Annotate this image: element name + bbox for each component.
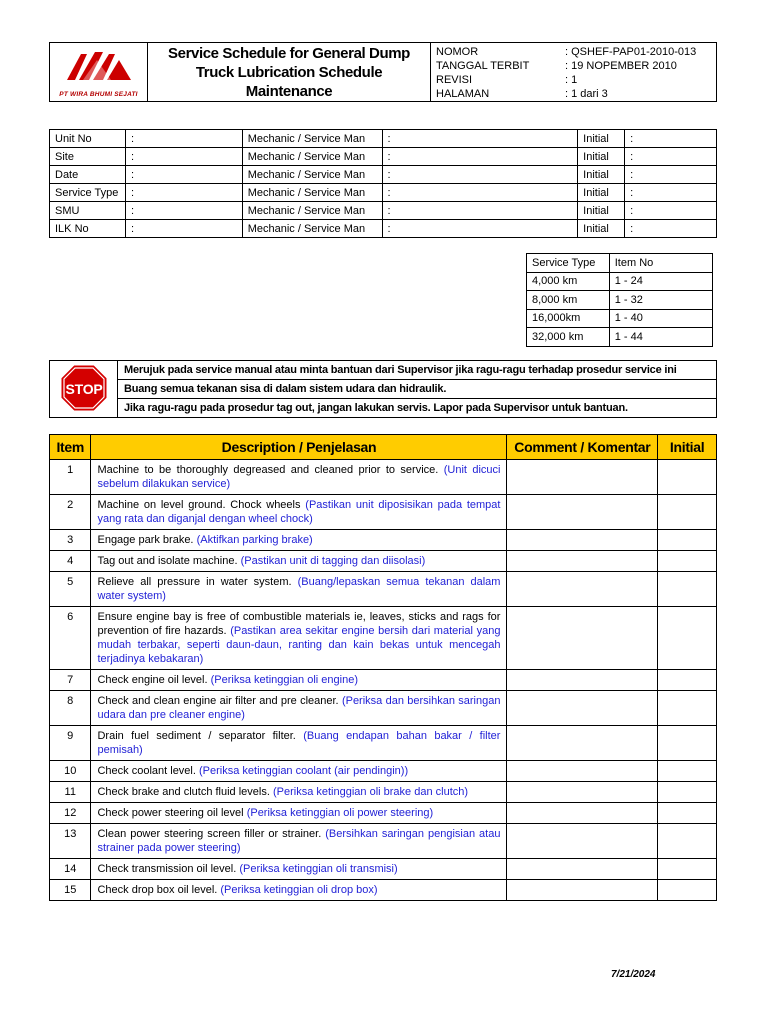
comment-field[interactable] — [507, 859, 658, 880]
comment-field[interactable] — [507, 880, 658, 901]
mechanic-value[interactable]: : — [382, 148, 578, 166]
initial-value[interactable]: : — [625, 220, 717, 238]
checklist-row — [50, 859, 717, 880]
description-indonesian: (Pastikan area sekitar engine bersih dari material yang mudah terbakar, seperti daun-daun, ranting dan kain bekas untuk mencegah terjadinya kebakaran) — [97, 625, 501, 665]
item-range: 1 - 32 — [609, 291, 712, 310]
item-description — [91, 495, 507, 530]
comment-field[interactable] — [507, 803, 658, 824]
description-english: Check drop box oil level. — [97, 884, 218, 896]
item-description — [91, 726, 507, 761]
description-english: Relieve all pressure in water system. — [97, 576, 292, 588]
field-label: Site — [50, 148, 126, 166]
field-value[interactable]: : — [125, 148, 242, 166]
comment-field[interactable] — [507, 726, 658, 761]
stop-sign-icon — [59, 363, 109, 413]
warning-line: Buang semua tekanan sisa di dalam sistem udara dan hidraulik. — [118, 380, 717, 399]
info-row — [50, 220, 717, 238]
checklist-row — [50, 726, 717, 761]
checklist-row — [50, 495, 717, 530]
mechanic-label: Mechanic / Service Man — [242, 220, 382, 238]
description-english: Tag out and isolate machine. — [97, 555, 238, 567]
description-english: Check engine oil level. — [97, 674, 208, 686]
item-description — [91, 607, 507, 670]
initial-value[interactable]: : — [625, 130, 717, 148]
comment-field[interactable] — [507, 824, 658, 859]
description-english: Machine to be thoroughly degreased and cleaned prior to service. — [97, 464, 439, 476]
initial-field[interactable] — [658, 803, 717, 824]
description-indonesian: (Unit dicuci sebelum dilakukan service) — [97, 464, 501, 490]
initial-field[interactable] — [658, 670, 717, 691]
checklist-row — [50, 880, 717, 901]
item-description — [91, 859, 507, 880]
mechanic-value[interactable]: : — [382, 130, 578, 148]
unit-info-table — [49, 129, 717, 238]
comment-field[interactable] — [507, 761, 658, 782]
initial-field[interactable] — [658, 551, 717, 572]
info-row — [50, 148, 717, 166]
item-description — [91, 691, 507, 726]
mechanic-label: Mechanic / Service Man — [242, 184, 382, 202]
meta-row: HALAMAN : 1 dari 3 — [436, 87, 608, 100]
item-description — [91, 824, 507, 859]
comment-field[interactable] — [507, 572, 658, 607]
mechanic-value[interactable]: : — [382, 202, 578, 220]
item-description — [91, 670, 507, 691]
initial-value[interactable]: : — [625, 166, 717, 184]
warning-line: Jika ragu-ragu pada prosedur tag out, jangan lakukan servis. Lapor pada Supervisor untuk bantuan. — [118, 399, 717, 418]
document-title: Service Schedule for General Dump Truck Lubrication Schedule Maintenance — [148, 43, 431, 102]
item-description — [91, 460, 507, 495]
item-description — [91, 761, 507, 782]
safety-warning-table — [49, 360, 717, 418]
description-english: Clean power steering screen filler or strainer. — [97, 828, 322, 840]
meta-row: NOMOR : QSHEF-PAP01-2010-013 — [436, 45, 697, 58]
initial-field[interactable] — [658, 726, 717, 761]
checklist-row — [50, 607, 717, 670]
field-label: SMU — [50, 202, 126, 220]
field-value[interactable]: : — [125, 166, 242, 184]
service-type-row — [527, 309, 713, 328]
field-value[interactable]: : — [125, 220, 242, 238]
item-description — [91, 803, 507, 824]
company-name: PT WIRA BHUMI SEJATI — [59, 91, 138, 98]
service-interval: 8,000 km — [527, 291, 610, 310]
item-number: 7 — [50, 670, 91, 691]
column-header-description: Description / Penjelasan — [91, 435, 507, 460]
initial-field[interactable] — [658, 460, 717, 495]
checklist-row — [50, 761, 717, 782]
field-label: Date — [50, 166, 126, 184]
service-type-header: Item No — [609, 254, 712, 273]
item-number: 3 — [50, 530, 91, 551]
svg-text:STOP: STOP — [64, 380, 103, 397]
initial-field[interactable] — [658, 859, 717, 880]
info-row — [50, 166, 717, 184]
comment-field[interactable] — [507, 670, 658, 691]
item-number: 12 — [50, 803, 91, 824]
description-english: Check and clean engine air filter and pre cleaner. — [97, 695, 339, 707]
item-range: 1 - 40 — [609, 309, 712, 328]
description-indonesian: (Buang/lepaskan semua tekanan dalam water system) — [97, 576, 501, 602]
comment-field[interactable] — [507, 782, 658, 803]
mechanic-label: Mechanic / Service Man — [242, 202, 382, 220]
print-date: 7/21/2024 — [611, 969, 656, 980]
stop-sign — [50, 361, 118, 418]
service-type-row — [527, 272, 713, 291]
initial-field[interactable] — [658, 761, 717, 782]
item-description — [91, 551, 507, 572]
field-value[interactable]: : — [125, 130, 242, 148]
comment-field[interactable] — [507, 551, 658, 572]
service-type-header: Service Type — [527, 254, 610, 273]
comment-field[interactable] — [507, 607, 658, 670]
mechanic-value[interactable]: : — [382, 166, 578, 184]
initial-field[interactable] — [658, 782, 717, 803]
initial-field[interactable] — [658, 880, 717, 901]
checklist-row — [50, 782, 717, 803]
document-header — [49, 42, 717, 102]
item-number: 6 — [50, 607, 91, 670]
item-description — [91, 880, 507, 901]
comment-field[interactable] — [507, 691, 658, 726]
checklist-row — [50, 670, 717, 691]
description-indonesian: (Periksa ketinggian oli drop box) — [220, 884, 378, 896]
service-type-row — [527, 328, 713, 347]
mechanic-value[interactable]: : — [382, 220, 578, 238]
checklist-row — [50, 824, 717, 859]
item-description — [91, 572, 507, 607]
initial-field[interactable] — [658, 691, 717, 726]
description-indonesian: (Pastikan unit di tagging dan diisolasi) — [240, 555, 426, 567]
initial-field[interactable] — [658, 572, 717, 607]
item-number: 2 — [50, 495, 91, 530]
initial-field[interactable] — [658, 607, 717, 670]
description-indonesian: (Pastikan unit diposisikan pada tempat yang rata dan diganjal dengan wheel chock) — [97, 499, 501, 525]
field-label: ILK No — [50, 220, 126, 238]
comment-field[interactable] — [507, 530, 658, 551]
initial-value[interactable]: : — [625, 202, 717, 220]
field-label: Unit No — [50, 130, 126, 148]
item-number: 14 — [50, 859, 91, 880]
description-indonesian: (Periksa ketinggian oli engine) — [210, 674, 358, 686]
description-english: Engage park brake. — [97, 534, 194, 546]
info-row — [50, 202, 717, 220]
initial-label: Initial — [578, 148, 625, 166]
checklist-row — [50, 572, 717, 607]
info-row — [50, 184, 717, 202]
service-checklist-table — [49, 434, 717, 901]
service-type-table — [526, 253, 713, 347]
item-range: 1 - 44 — [609, 328, 712, 347]
field-value[interactable]: : — [125, 184, 242, 202]
item-number: 9 — [50, 726, 91, 761]
mechanic-label: Mechanic / Service Man — [242, 148, 382, 166]
description-indonesian: (Periksa ketinggian oli transmisi) — [239, 863, 398, 875]
initial-field[interactable] — [658, 824, 717, 859]
checklist-row — [50, 530, 717, 551]
item-number: 15 — [50, 880, 91, 901]
checklist-row — [50, 691, 717, 726]
description-english: Check transmission oil level. — [97, 863, 237, 875]
description-english: Check brake and clutch fluid levels. — [97, 786, 270, 798]
description-indonesian: (Periksa ketinggian oli power steering) — [246, 807, 434, 819]
checklist-row — [50, 803, 717, 824]
initial-value[interactable]: : — [625, 148, 717, 166]
company-logo — [50, 43, 148, 102]
service-interval: 4,000 km — [527, 272, 610, 291]
description-indonesian: (Periksa ketinggian coolant (air pendingin)) — [199, 765, 409, 777]
service-type-row — [527, 291, 713, 310]
item-number: 11 — [50, 782, 91, 803]
mechanic-value[interactable]: : — [382, 184, 578, 202]
description-english: Drain fuel sediment / separator filter. — [97, 730, 296, 742]
mechanic-label: Mechanic / Service Man — [242, 130, 382, 148]
item-number: 5 — [50, 572, 91, 607]
item-number: 10 — [50, 761, 91, 782]
initial-field[interactable] — [658, 530, 717, 551]
service-interval: 16,000km — [527, 309, 610, 328]
description-indonesian: (Aktifkan parking brake) — [196, 534, 313, 546]
item-number: 8 — [50, 691, 91, 726]
item-number: 13 — [50, 824, 91, 859]
column-header-initial: Initial — [658, 435, 717, 460]
initial-label: Initial — [578, 184, 625, 202]
initial-value[interactable]: : — [625, 184, 717, 202]
field-value[interactable]: : — [125, 202, 242, 220]
item-description — [91, 530, 507, 551]
item-description — [91, 782, 507, 803]
initial-label: Initial — [578, 166, 625, 184]
column-header-comment: Comment / Komentar — [507, 435, 658, 460]
initial-label: Initial — [578, 220, 625, 238]
meta-row: TANGGAL TERBIT : 19 NOPEMBER 2010 — [436, 59, 677, 72]
description-indonesian: (Bersihkan saringan pengisian atau strainer pada power steering) — [97, 828, 501, 854]
info-row — [50, 130, 717, 148]
description-english: Machine on level ground. Chock wheels — [97, 499, 301, 511]
document-meta — [431, 43, 717, 102]
description-english: Check power steering oil level — [97, 807, 244, 819]
checklist-row — [50, 551, 717, 572]
wbs-logo-icon — [59, 46, 139, 86]
service-type-header-row — [527, 254, 713, 273]
column-header-item: Item — [50, 435, 91, 460]
description-indonesian: (Buang endapan bahan bakar / filter pemisah) — [97, 730, 501, 756]
warning-line: Merujuk pada service manual atau minta bantuan dari Supervisor jika ragu-ragu terhadap prosedur service ini — [118, 361, 717, 380]
initial-field[interactable] — [658, 495, 717, 530]
description-indonesian: (Periksa ketinggian oli brake dan clutch) — [272, 786, 469, 798]
initial-label: Initial — [578, 130, 625, 148]
comment-field[interactable] — [507, 460, 658, 495]
service-interval: 32,000 km — [527, 328, 610, 347]
description-indonesian: (Periksa dan bersihkan saringan udara dan pre cleaner engine) — [97, 695, 501, 721]
initial-label: Initial — [578, 202, 625, 220]
mechanic-label: Mechanic / Service Man — [242, 166, 382, 184]
item-range: 1 - 24 — [609, 272, 712, 291]
description-english: Ensure engine bay is free of combustible materials ie, leaves, sticks and rags for prevention of fire hazards. — [97, 611, 501, 637]
meta-row: REVISI : 1 — [436, 73, 578, 86]
item-number: 4 — [50, 551, 91, 572]
comment-field[interactable] — [507, 495, 658, 530]
field-label: Service Type — [50, 184, 126, 202]
checklist-row — [50, 460, 717, 495]
item-number: 1 — [50, 460, 91, 495]
description-english: Check coolant level. — [97, 765, 196, 777]
